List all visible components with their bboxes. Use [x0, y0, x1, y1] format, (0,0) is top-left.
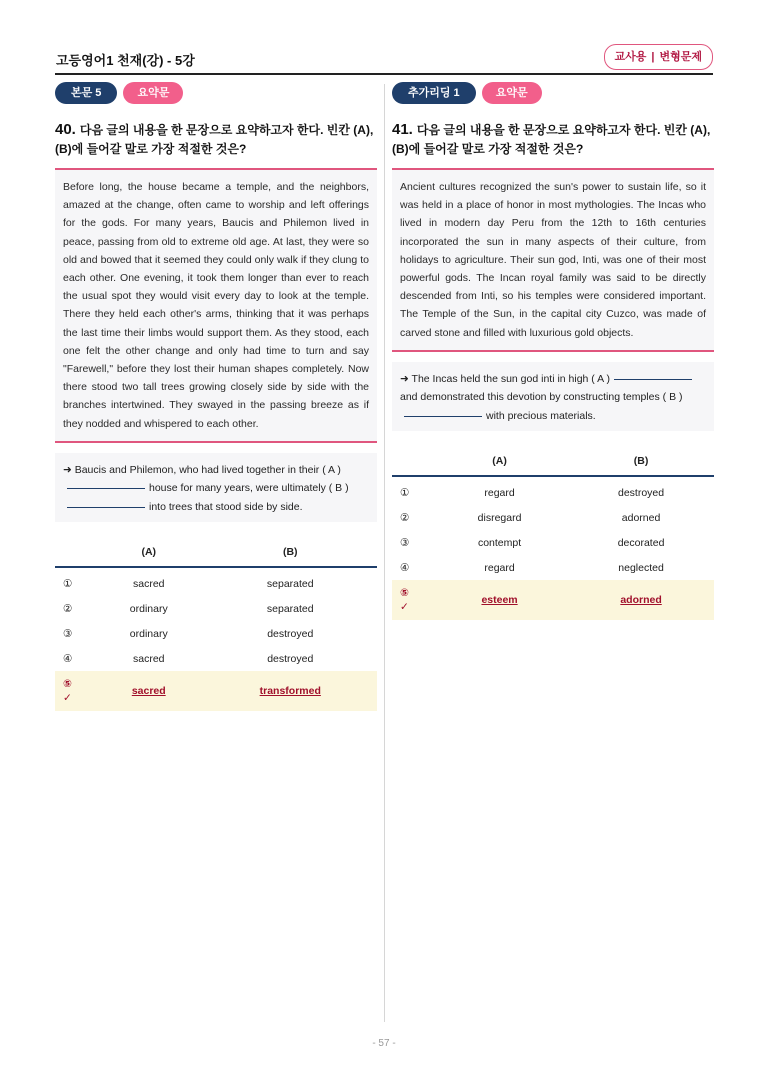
question-40-tags — [55, 82, 377, 104]
header-rule — [55, 73, 713, 75]
answer-number — [55, 671, 94, 711]
choice-number: ④ — [63, 652, 73, 665]
choice-row[interactable] — [392, 505, 714, 530]
choice-a: contempt — [477, 536, 522, 549]
choice-row[interactable] — [55, 567, 377, 596]
question-41-column — [392, 82, 714, 620]
choice-b: separated — [266, 577, 314, 590]
summary-line-1-text: ➜ The Incas held the sun god inti in high ( A ) — [400, 372, 610, 385]
choice-b: destroyed — [617, 486, 665, 499]
choice-row[interactable] — [55, 646, 377, 671]
header-b: (B) — [568, 447, 714, 476]
choice-row[interactable] — [392, 555, 714, 580]
header-a: (A) — [431, 447, 568, 476]
question-40-prompt — [55, 120, 377, 170]
summary-line-2: and demonstrated this devotion by constructing temples ( B ) — [400, 391, 683, 404]
choice-a: disregard — [477, 511, 522, 524]
choice-a: regard — [484, 561, 515, 574]
choices-header — [392, 447, 714, 476]
question-text: 다음 글의 내용을 한 문장으로 요약하고자 한다. 빈칸 (A), (B)에 들어갈 말로 가장 적절한 것은? — [392, 123, 711, 156]
blank-a — [67, 488, 145, 489]
answer-row[interactable] — [55, 671, 377, 711]
type-tag: 요약문 — [123, 82, 183, 104]
choice-a: ordinary — [129, 602, 168, 615]
choice-b: destroyed — [267, 627, 314, 640]
answer-number-text: ⑤ — [400, 587, 409, 600]
answer-row[interactable] — [392, 580, 714, 620]
header-num — [55, 538, 94, 567]
choice-number: ② — [63, 602, 73, 615]
choice-a: ordinary — [129, 627, 168, 640]
answer-number — [392, 580, 431, 620]
choice-a: regard — [484, 486, 515, 499]
choice-b: separated — [266, 602, 314, 615]
variant-badge-label: 변형문제 — [659, 51, 702, 63]
choice-number: ④ — [400, 561, 410, 574]
choice-row[interactable] — [55, 596, 377, 621]
column-divider — [384, 84, 385, 1022]
summary-line-2 — [63, 479, 369, 498]
choice-b: adorned — [621, 511, 661, 524]
choice-a: sacred — [132, 577, 165, 590]
answer-b: transformed — [259, 685, 321, 698]
choice-b: neglected — [618, 561, 664, 574]
question-41-prompt — [392, 120, 714, 170]
blank-a — [614, 379, 692, 380]
question-40-summary — [55, 453, 377, 523]
summary-line-3-text: into trees that stood side by side. — [149, 500, 303, 513]
type-tag: 요약문 — [482, 82, 542, 104]
question-text: 다음 글의 내용을 한 문장으로 요약하고자 한다. 빈칸 (A), (B)에 들어갈 말로 가장 적절한 것은? — [55, 123, 374, 156]
choice-b: decorated — [617, 536, 665, 549]
question-41-tags — [392, 82, 714, 104]
summary-line-1 — [400, 370, 706, 389]
question-number: 41. — [392, 121, 413, 138]
question-40-column — [55, 82, 377, 711]
header-b: (B) — [204, 538, 378, 567]
source-tag: 추가리딩 1 — [392, 82, 476, 104]
badge-separator: | — [651, 51, 655, 63]
header-a: (A) — [94, 538, 204, 567]
choice-a: sacred — [132, 652, 165, 665]
answer-number-text: ⑤ — [63, 678, 72, 691]
header-num — [392, 447, 431, 476]
choice-row[interactable] — [55, 621, 377, 646]
question-number: 40. — [55, 121, 76, 138]
teacher-badge-label: 교사용 — [614, 51, 647, 63]
check-icon: ✓ — [63, 692, 72, 705]
question-40-passage: Before long, the house became a temple, and the neighbors, amazed at the change, often came to worship and left offerings for the gods. For many years, Baucis and Philemon lived in peace, passing from old to extreme old age. At last, they were so old and bowed that it seemed they could only walk if they clung to each other. One evening, it took them longer than ever to reach the usual spot they would visit every day to look at the temple. There they held each other's arms, thinking that it was perhaps the last time their limbs would support them. As they stood, each one felt the other change and only had time to turn and say "Farewell," before they lost their human shapes completely. Now there stood two tall trees growing closely side by side with the branches intertwined. They swayed in the passing breeze as if they nodded and whispered to each other. — [55, 170, 377, 443]
document-title: 고등영어1 천재(강) - 5강 — [56, 53, 195, 68]
choice-number: ② — [400, 511, 410, 524]
question-41-passage: Ancient cultures recognized the sun's power to sustain life, so it was held in a place of honor in most mythologies. The Incas who lived in modern day Peru from the 12th to 16th centuries incorporated the sun in many aspects of their culture, from holidays to agriculture. Their sun god, Inti, was one of their most powerful gods. The Incan royal family was said to be directly descended from Inti, so his temples were considered important. The Temple of the Sun, in the capital city Cuzco, was made of carved stone and filled with luxurious gold objects. — [392, 170, 714, 352]
choices-header — [55, 538, 377, 567]
question-41-summary — [392, 362, 714, 432]
summary-line-1: ➜ Baucis and Philemon, who had lived together in their ( A ) — [63, 463, 341, 476]
summary-line-3 — [400, 407, 706, 426]
choice-row[interactable] — [392, 530, 714, 555]
answer-a: esteem — [481, 594, 518, 607]
page-number: - 57 - — [372, 1038, 396, 1049]
blank-b — [404, 416, 482, 417]
source-tag: 본문 5 — [55, 82, 117, 104]
blank-b — [67, 507, 145, 508]
question-40-choices — [55, 538, 377, 711]
answer-b: adorned — [620, 594, 662, 607]
teacher-badge — [604, 44, 713, 70]
choice-number: ① — [63, 577, 73, 590]
choice-number: ③ — [400, 536, 410, 549]
summary-line-3-text: with precious materials. — [486, 409, 596, 422]
summary-line-3 — [63, 498, 369, 517]
question-41-choices — [392, 447, 714, 620]
choice-b: destroyed — [267, 652, 314, 665]
choice-row[interactable] — [392, 476, 714, 505]
choice-number: ① — [400, 486, 410, 499]
summary-line-2-text: house for many years, were ultimately ( B ) — [149, 482, 349, 495]
answer-a: sacred — [131, 685, 166, 698]
choice-number: ③ — [63, 627, 73, 640]
check-icon: ✓ — [400, 601, 409, 614]
